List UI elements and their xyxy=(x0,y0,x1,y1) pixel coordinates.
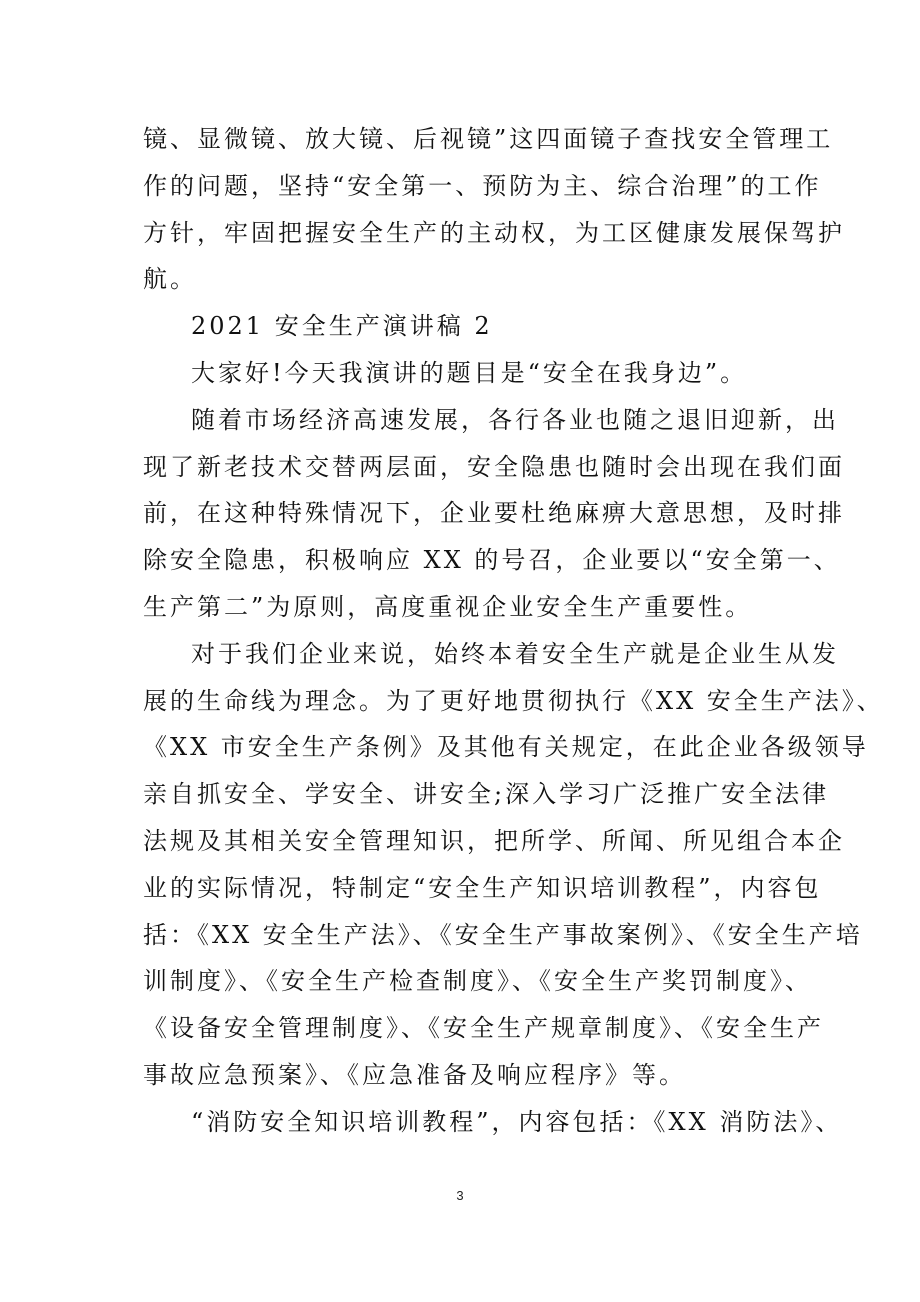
paragraph xyxy=(143,303,793,350)
text-line: 《XX 市安全生产条例》及其他有关规定，在此企业各级领导 xyxy=(143,733,869,762)
text-line: 大家好!今天我演讲的题目是“安全在我身边”。 xyxy=(191,358,748,387)
text-line: 现了新老技术交替两层面，安全隐患也随时会出现在我们面 xyxy=(143,452,845,481)
text-line: 镜、显微镜、放大镜、后视镜”这四面镜子查找安全管理工 xyxy=(143,125,834,153)
text-line: 前，在这种特殊情况下，企业要杜绝麻痹大意思想，及时排 xyxy=(143,499,845,528)
text-line: 随着市场经济高速发展，各行各业也随之退旧迎新，出 xyxy=(191,405,839,434)
page-number: 3 xyxy=(456,1188,464,1203)
text-line: 亲自抓安全、学安全、讲安全;深入学习广泛推广安全法律 xyxy=(143,780,830,809)
text-line: 括：《XX 安全生产法》、《安全生产事故案例》、《安全生产培 xyxy=(143,920,863,949)
text-line: 《设备安全管理制度》、《安全生产规章制度》、《安全生产 xyxy=(143,1014,824,1043)
text-line: 航。 xyxy=(143,265,197,294)
text-line: 方针，牢固把握安全生产的主动权，为工区健康发展保驾护 xyxy=(143,218,845,247)
text-line: 2021 安全生产演讲稿 2 xyxy=(191,312,493,341)
text-line: 作的问题，坚持“安全第一、预防为主、综合治理”的工作 xyxy=(143,171,822,200)
paragraph xyxy=(143,1099,843,1146)
text-line: 法规及其相关安全管理知识，把所学、所闻、所见组合本企 xyxy=(143,826,845,855)
text-line: 对于我们企业来说，始终本着安全生产就是企业生从发 xyxy=(191,639,839,668)
text-line: 展的生命线为理念。为了更好地贯彻执行《XX 安全生产法》、 xyxy=(143,686,884,715)
text-line: “消防安全知识培训教程”，内容包括：《XX 消防法》、 xyxy=(191,1107,843,1136)
paragraph xyxy=(143,631,884,1099)
paragraph xyxy=(143,397,845,631)
text-line: 除安全隐患，积极响应 XX 的号召，企业要以“安全第一、 xyxy=(143,546,841,575)
document-body xyxy=(143,116,884,1146)
paragraph xyxy=(143,350,793,397)
text-line: 生产第二”为原则，高度重视企业安全生产重要性。 xyxy=(143,592,753,621)
text-line: 训制度》、《安全生产检查制度》、《安全生产奖罚制度》、 xyxy=(143,967,812,996)
text-line: 事故应急预案》、《应急准备及响应程序》等。 xyxy=(143,1060,686,1089)
paragraph xyxy=(143,116,845,303)
text-line: 业的实际情况，特制定“安全生产知识培训教程”，内容包 xyxy=(143,873,822,902)
